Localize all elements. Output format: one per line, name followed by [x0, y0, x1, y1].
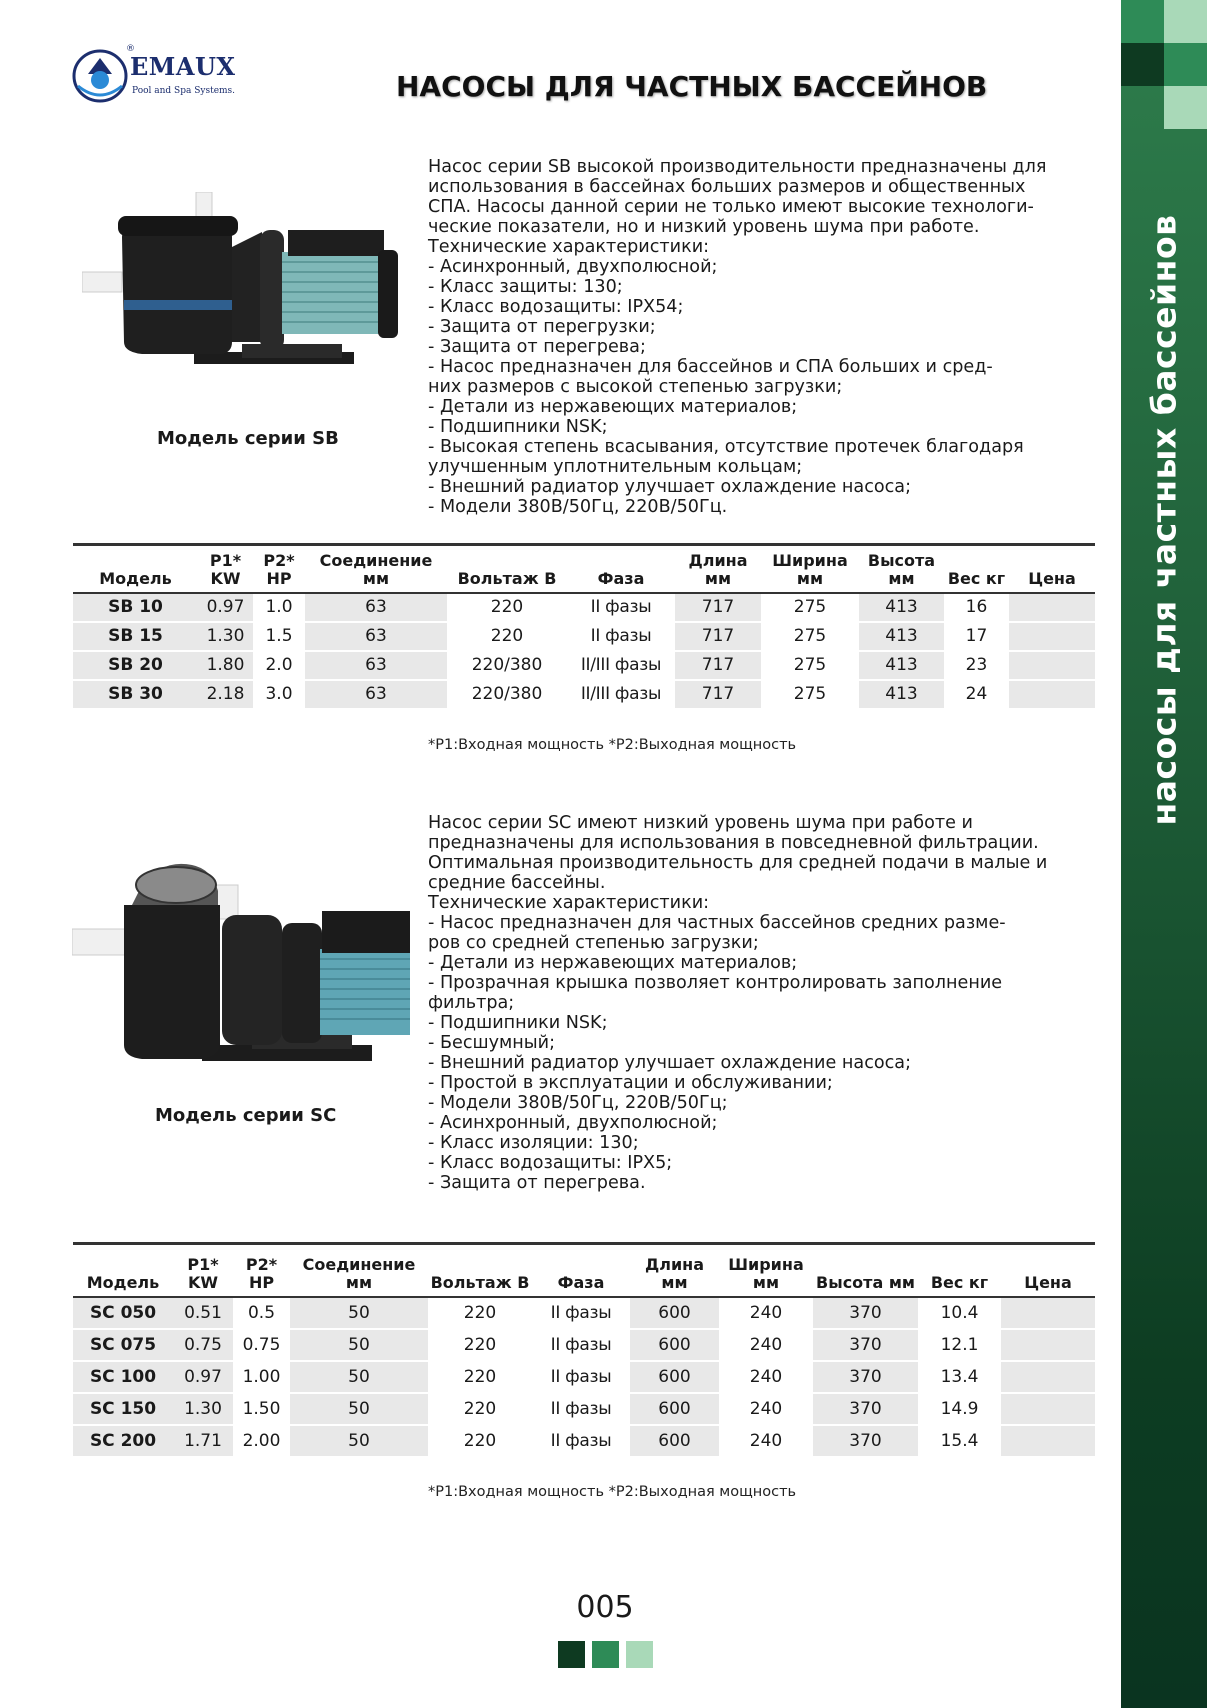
table-cell: 13.4	[918, 1361, 1001, 1393]
table-cell: 370	[813, 1329, 918, 1361]
sb-description	[428, 157, 1098, 517]
sb-caption: Модель серии SB	[157, 428, 339, 449]
table-header-cell: P1* KW	[173, 1244, 233, 1297]
table-header-cell: Вольтаж В	[447, 545, 567, 593]
description-line: использования в бассейнах больших размеров и общественных	[428, 177, 1026, 197]
description-line: - Насос предназначен для частных бассейнов средних разме-	[428, 913, 1006, 933]
description-line: - Высокая степень всасывания, отсутствие протечек благодаря	[428, 437, 1024, 457]
table-cell: 220	[428, 1393, 532, 1425]
description-line: - Защита от перегрева.	[428, 1173, 646, 1193]
description-line: них размеров с высокой степенью загрузки;	[428, 377, 843, 397]
description-line: - Асинхронный, двухполюсной;	[428, 1113, 718, 1133]
deco-square	[1164, 0, 1207, 43]
table-cell: 1.30	[173, 1393, 233, 1425]
table-cell: 2.0	[253, 651, 305, 680]
table-cell: 220	[428, 1297, 532, 1329]
table-cell: 3.0	[253, 680, 305, 709]
sb-spec-table	[73, 543, 1095, 710]
table-cell: 240	[719, 1361, 813, 1393]
table-cell: 0.75	[173, 1329, 233, 1361]
table-cell: 600	[630, 1393, 719, 1425]
logo-name: EMAUX	[130, 52, 236, 81]
table-cell: 1.71	[173, 1425, 233, 1457]
footer-square-light	[626, 1641, 653, 1668]
description-line: - Подшипники NSK;	[428, 1013, 608, 1033]
description-line: - Модели 380В/50Гц, 220В/50Гц.	[428, 497, 728, 517]
model-cell: SC 050	[73, 1297, 173, 1329]
model-cell: SB 20	[73, 651, 198, 680]
table-cell: 600	[630, 1361, 719, 1393]
table-cell: 23	[944, 651, 1009, 680]
description-line: - Бесшумный;	[428, 1033, 556, 1053]
table-row	[73, 1329, 1095, 1361]
table-header-cell: Соединение мм	[305, 545, 447, 593]
sc-spec-table	[73, 1242, 1095, 1458]
table-cell: 240	[719, 1393, 813, 1425]
table-cell: 717	[675, 651, 761, 680]
table-cell: 1.00	[233, 1361, 290, 1393]
description-line: - Класс водозащиты: IPX54;	[428, 297, 684, 317]
table-cell: 63	[305, 651, 447, 680]
table-cell: 15.4	[918, 1425, 1001, 1457]
table-cell: 0.75	[233, 1329, 290, 1361]
table-row	[73, 1425, 1095, 1457]
table-cell	[1001, 1425, 1095, 1457]
description-line: Насос серии SC имеют низкий уровень шума при работе и	[428, 813, 973, 833]
sidebar-title: насосы для частных бассейнов	[1144, 214, 1184, 826]
model-cell: SC 100	[73, 1361, 173, 1393]
model-cell: SC 150	[73, 1393, 173, 1425]
sb-footnote: *P1:Входная мощность *P2:Выходная мощность	[428, 737, 797, 753]
table-cell: 63	[305, 680, 447, 709]
table-cell: 717	[675, 622, 761, 651]
description-line: Оптимальная производительность для средней подачи в малые и	[428, 853, 1048, 873]
table-cell: II/III фазы	[567, 651, 675, 680]
description-line: - Класс водозащиты: IPX5;	[428, 1153, 673, 1173]
table-cell: 220	[428, 1425, 532, 1457]
table-header-cell: Модель	[73, 545, 198, 593]
table-header-cell: Вольтаж В	[428, 1244, 532, 1297]
table-cell	[1009, 680, 1095, 709]
table-cell: 600	[630, 1297, 719, 1329]
table-cell: 1.5	[253, 622, 305, 651]
page-number: 005	[576, 1590, 634, 1625]
table-cell: 0.97	[173, 1361, 233, 1393]
description-line: ров со средней степенью загрузки;	[428, 933, 759, 953]
sc-caption: Модель серии SC	[155, 1105, 337, 1126]
table-header-cell: P2* HP	[233, 1244, 290, 1297]
table-row	[73, 593, 1095, 622]
footer-square-mid	[592, 1641, 619, 1668]
model-cell: SB 30	[73, 680, 198, 709]
table-cell: II фазы	[532, 1329, 630, 1361]
table-cell: 0.51	[173, 1297, 233, 1329]
table-cell: 2.18	[198, 680, 253, 709]
table-cell	[1009, 622, 1095, 651]
description-line: СПА. Насосы данной серии не только имеют высокие технологи-	[428, 197, 1034, 217]
sc-footnote: *P1:Входная мощность *P2:Выходная мощность	[428, 1484, 797, 1500]
table-cell: 370	[813, 1361, 918, 1393]
sc-pump-image	[72, 845, 412, 1075]
table-cell: 220/380	[447, 651, 567, 680]
table-cell: 1.50	[233, 1393, 290, 1425]
description-line: улучшенным уплотнительным кольцам;	[428, 457, 803, 477]
description-line: - Детали из нержавеющих материалов;	[428, 397, 798, 417]
table-row	[73, 1297, 1095, 1329]
description-line: Технические характеристики:	[428, 893, 710, 913]
description-line: - Асинхронный, двухполюсной;	[428, 257, 718, 277]
table-header-cell: Соединение мм	[290, 1244, 428, 1297]
table-cell: 50	[290, 1425, 428, 1457]
table-cell: 413	[859, 622, 944, 651]
deco-square	[1121, 0, 1164, 43]
description-line: - Класс защиты: 130;	[428, 277, 623, 297]
table-row	[73, 680, 1095, 709]
table-cell: 16	[944, 593, 1009, 622]
model-cell: SC 200	[73, 1425, 173, 1457]
deco-square	[1121, 43, 1164, 86]
table-cell: II/III фазы	[567, 680, 675, 709]
model-cell: SC 075	[73, 1329, 173, 1361]
table-cell: 50	[290, 1297, 428, 1329]
sc-description	[428, 813, 1098, 1193]
table-header-cell: Цена	[1009, 545, 1095, 593]
model-cell: SB 10	[73, 593, 198, 622]
table-cell: 1.80	[198, 651, 253, 680]
table-header-cell: Длина мм	[675, 545, 761, 593]
description-line: - Защита от перегрева;	[428, 337, 646, 357]
sb-pump-image	[82, 192, 402, 402]
table-header-cell: Ширина мм	[719, 1244, 813, 1297]
table-cell: 63	[305, 622, 447, 651]
table-cell	[1001, 1361, 1095, 1393]
table-cell: 0.97	[198, 593, 253, 622]
description-line: - Внешний радиатор улучшает охлаждение насоса;	[428, 477, 912, 497]
table-cell: 275	[761, 593, 859, 622]
deco-square	[1164, 43, 1207, 86]
table-cell: 63	[305, 593, 447, 622]
table-cell: 600	[630, 1425, 719, 1457]
table-cell: 370	[813, 1297, 918, 1329]
table-header-cell: P1* KW	[198, 545, 253, 593]
table-cell: 0.5	[233, 1297, 290, 1329]
table-header-cell: Вес кг	[944, 545, 1009, 593]
table-header-cell: Фаза	[532, 1244, 630, 1297]
table-header-cell: Модель	[73, 1244, 173, 1297]
description-line: предназначены для использования в повседневной фильтрации.	[428, 833, 1039, 853]
description-line: - Защита от перегрузки;	[428, 317, 656, 337]
table-cell	[1001, 1297, 1095, 1329]
description-line: - Класс изоляции: 130;	[428, 1133, 639, 1153]
table-row	[73, 1393, 1095, 1425]
table-cell: 413	[859, 651, 944, 680]
table-cell: 413	[859, 593, 944, 622]
table-cell: 24	[944, 680, 1009, 709]
table-cell: 14.9	[918, 1393, 1001, 1425]
logo-emblem-icon	[72, 46, 132, 106]
deco-square	[1164, 86, 1207, 129]
table-header-cell: Длина мм	[630, 1244, 719, 1297]
table-row	[73, 622, 1095, 651]
table-header-cell: Цена	[1001, 1244, 1095, 1297]
table-header-cell: Высота мм	[859, 545, 944, 593]
table-cell: 220	[428, 1329, 532, 1361]
table-cell: II фазы	[532, 1361, 630, 1393]
table-cell: 370	[813, 1393, 918, 1425]
table-cell: 240	[719, 1297, 813, 1329]
table-cell: 717	[675, 680, 761, 709]
description-line: - Прозрачная крышка позволяет контролировать заполнение	[428, 973, 1003, 993]
description-line: - Внешний радиатор улучшает охлаждение насоса;	[428, 1053, 912, 1073]
table-cell: 717	[675, 593, 761, 622]
table-cell: 50	[290, 1393, 428, 1425]
description-line: - Насос предназначен для бассейнов и СПА больших и сред-	[428, 357, 993, 377]
footer-square-dark	[558, 1641, 585, 1668]
table-header-cell: P2* HP	[253, 545, 305, 593]
table-row	[73, 651, 1095, 680]
description-line: - Простой в эксплуатации и обслуживании;	[428, 1073, 833, 1093]
table-cell: 10.4	[918, 1297, 1001, 1329]
table-row	[73, 1361, 1095, 1393]
table-cell: 240	[719, 1425, 813, 1457]
page-title: НАСОСЫ ДЛЯ ЧАСТНЫХ БАССЕЙНОВ	[396, 70, 988, 103]
table-cell	[1009, 651, 1095, 680]
logo-tagline: Pool and Spa Systems.	[132, 86, 236, 96]
table-cell: 275	[761, 651, 859, 680]
table-cell: II фазы	[532, 1297, 630, 1329]
table-cell: 240	[719, 1329, 813, 1361]
table-cell: 220	[428, 1361, 532, 1393]
description-line: средние бассейны.	[428, 873, 606, 893]
table-cell: 50	[290, 1361, 428, 1393]
logo-registered: ®	[126, 44, 135, 54]
description-line: Технические характеристики:	[428, 237, 710, 257]
table-cell	[1009, 593, 1095, 622]
table-cell: II фазы	[532, 1425, 630, 1457]
description-line: Насос серии SB высокой производительности предназначены для	[428, 157, 1047, 177]
table-cell	[1001, 1329, 1095, 1361]
emaux-logo	[72, 42, 252, 112]
table-cell: 1.0	[253, 593, 305, 622]
table-cell: 220	[447, 622, 567, 651]
table-header-cell: Фаза	[567, 545, 675, 593]
table-cell: 600	[630, 1329, 719, 1361]
table-cell: 17	[944, 622, 1009, 651]
table-cell: II фазы	[567, 593, 675, 622]
table-cell	[1001, 1393, 1095, 1425]
model-cell: SB 15	[73, 622, 198, 651]
table-cell: 1.30	[198, 622, 253, 651]
table-header-cell: Высота мм	[813, 1244, 918, 1297]
table-cell: II фазы	[532, 1393, 630, 1425]
table-header-cell: Ширина мм	[761, 545, 859, 593]
table-cell: 220/380	[447, 680, 567, 709]
description-line: - Модели 380В/50Гц, 220В/50Гц;	[428, 1093, 728, 1113]
table-cell: 50	[290, 1329, 428, 1361]
description-line: - Детали из нержавеющих материалов;	[428, 953, 798, 973]
table-cell: 370	[813, 1425, 918, 1457]
table-cell: 275	[761, 622, 859, 651]
table-cell: 220	[447, 593, 567, 622]
description-line: ческие показатели, но и низкий уровень шума при работе.	[428, 217, 980, 237]
description-line: - Подшипники NSK;	[428, 417, 608, 437]
table-cell: 275	[761, 680, 859, 709]
table-header-cell: Вес кг	[918, 1244, 1001, 1297]
table-cell: 12.1	[918, 1329, 1001, 1361]
table-cell: 2.00	[233, 1425, 290, 1457]
table-cell: II фазы	[567, 622, 675, 651]
table-cell: 413	[859, 680, 944, 709]
description-line: фильтра;	[428, 993, 515, 1013]
